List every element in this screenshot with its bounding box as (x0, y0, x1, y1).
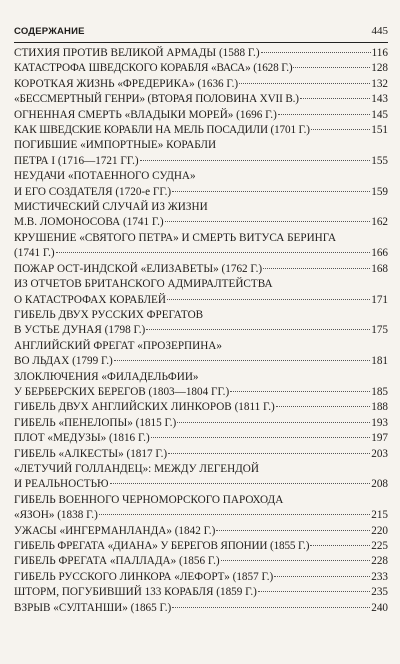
toc-entry (14, 308, 388, 339)
toc-entry-title: ПОЖАР ОСТ-ИНДСКОЙ «ЕЛИЗАВЕТЫ» (1762 Г.) (14, 262, 263, 275)
toc-entry (14, 585, 388, 600)
toc-entry-title: ОГНЕННАЯ СМЕРТЬ «ВЛАДЫКИ МОРЕЙ» (1696 Г.) (14, 108, 277, 121)
toc-entry-line (14, 416, 388, 431)
toc-entry-title: У БЕРБЕРСКИХ БЕРЕГОВ (1803—1804 ГГ.) (14, 385, 230, 398)
toc-entry-line (14, 370, 388, 385)
toc-entry-line (14, 508, 388, 523)
toc-entry-page: 143 (371, 93, 388, 106)
toc-entry-title: АНГЛИЙСКИЙ ФРЕГАТ «ПРОЗЕРПИНА» (14, 339, 222, 352)
toc-entry-line (14, 138, 388, 153)
toc-entry-line (14, 493, 388, 508)
section-title: СОДЕРЖАНИЕ (14, 26, 85, 37)
dot-leader (177, 422, 370, 423)
toc-entry-page: 116 (371, 47, 388, 59)
toc-entry-title: О КАТАСТРОФАХ КОРАБЛЕЙ (14, 293, 166, 306)
toc-entry (14, 77, 388, 92)
toc-entry-line (14, 215, 388, 230)
toc-entry-title: ГИБЕЛЬ ДВУХ АНГЛИЙСКИХ ЛИНКОРОВ (1811 Г.) (14, 401, 275, 414)
running-header (14, 26, 388, 43)
toc-entry-page: 166 (371, 247, 388, 260)
toc-entry-page: 168 (371, 262, 388, 275)
toc-entry-page: 228 (371, 555, 388, 568)
dot-leader (293, 67, 370, 68)
dot-leader (263, 268, 370, 269)
toc-entry-title: В УСТЬЕ ДУНАЯ (1798 Г.) (14, 324, 146, 337)
toc-entry-title: ПЛОТ «МЕДУЗЫ» (1816 Г.) (14, 432, 150, 445)
toc-entry-title: СТИХИЯ ПРОТИВ ВЕЛИКОЙ АРМАДЫ (1588 Г.) (14, 47, 260, 59)
toc-entry-page: 185 (371, 385, 388, 398)
toc-entry-line (14, 169, 388, 184)
dot-leader (261, 52, 371, 53)
toc-entry-title: КАК ШВЕДСКИЕ КОРАБЛИ НА МЕЛЬ ПОСАДИЛИ (1701 Г.) (14, 124, 310, 137)
toc-entry-line (14, 431, 388, 446)
toc-entry-line (14, 293, 388, 308)
dot-leader (274, 576, 370, 577)
toc-entry-title: «ЛЕТУЧИЙ ГОЛЛАНДЕЦ»: МЕЖДУ ЛЕГЕНДОЙ (14, 462, 259, 475)
toc-entry-page: 203 (371, 447, 388, 460)
toc-entry-page: 151 (371, 124, 388, 137)
toc-entry-title: ЗЛОКЛЮЧЕНИЯ «ФИЛАДЕЛЬФИИ» (14, 370, 199, 383)
toc-entry (14, 61, 388, 76)
toc-entry-page: 215 (371, 509, 388, 522)
toc-entry (14, 431, 388, 446)
dot-leader (99, 514, 370, 515)
toc-entry-line (14, 539, 388, 554)
dot-leader (239, 83, 370, 84)
toc-entry-line (14, 185, 388, 200)
toc-entry-line (14, 200, 388, 215)
toc-entry-title: ШТОРМ, ПОГУБИВШИЙ 133 КОРАБЛЯ (1859 Г.) (14, 586, 257, 599)
dot-leader (221, 560, 371, 561)
toc-entry-page: 240 (371, 601, 388, 614)
toc-entry-line (14, 400, 388, 415)
dot-leader (310, 545, 370, 546)
toc-entry-title: УЖАСЫ «ИНГЕРМАНЛАНДА» (1842 Г.) (14, 524, 216, 537)
toc-entry-line (14, 262, 388, 277)
toc-entry-line (14, 61, 388, 76)
dot-leader (216, 530, 370, 531)
toc-entry (14, 400, 388, 415)
toc-entry (14, 339, 388, 370)
dot-leader (168, 453, 370, 454)
toc-entry-title: ГИБЕЛЬ «АЛКЕСТЫ» (1817 Г.) (14, 447, 168, 460)
toc-entry-page: 220 (371, 524, 388, 537)
dot-leader (167, 299, 370, 300)
toc-entry-title: ИЗ ОТЧЕТОВ БРИТАНСКОГО АДМИРАЛТЕЙСТВА (14, 278, 273, 291)
dot-leader (230, 391, 370, 392)
toc-entry (14, 138, 388, 169)
toc-entry-page: 233 (371, 570, 388, 583)
toc-entry-line (14, 154, 388, 169)
dot-leader (114, 360, 370, 361)
toc-entry-line (14, 92, 388, 107)
dot-leader (110, 483, 371, 484)
toc-entry-title: ГИБЕЛЬ ВОЕННОГО ЧЕРНОМОРСКОГО ПАРОХОДА (14, 493, 284, 506)
toc-entry-page: 208 (371, 478, 388, 491)
toc-entry-title: ГИБЕЛЬ ДВУХ РУССКИХ ФРЕГАТОВ (14, 308, 204, 321)
toc-entry (14, 108, 388, 123)
dot-leader (258, 591, 370, 592)
toc-entry-page: 145 (371, 108, 388, 121)
toc-entry-title: (1741 Г.) (14, 247, 55, 260)
toc-entry-line (14, 570, 388, 585)
toc-entry (14, 416, 388, 431)
dot-leader (151, 437, 371, 438)
toc-entry-title: «БЕССМЕРТНЫЙ ГЕНРИ» (ВТОРАЯ ПОЛОВИНА XVII В.) (14, 93, 299, 106)
toc-entry (14, 462, 388, 493)
toc-entry-line (14, 585, 388, 600)
toc-entry (14, 169, 388, 200)
toc-entry-line (14, 308, 388, 323)
toc-entry-title: МИСТИЧЕСКИЙ СЛУЧАЙ ИЗ ЖИЗНИ (14, 201, 208, 214)
toc-entry (14, 601, 388, 616)
toc-entry-title: ГИБЕЛЬ ФРЕГАТА «ДИАНА» У БЕРЕГОВ ЯПОНИИ (1855 Г.) (14, 540, 310, 552)
toc-entry (14, 46, 388, 61)
dot-leader (172, 607, 370, 608)
toc-entry-line (14, 524, 388, 539)
toc-entry-page: 159 (371, 185, 388, 198)
toc-entry-title: ГИБЕЛЬ ФРЕГАТА «ПАЛЛАДА» (1856 Г.) (14, 555, 220, 568)
toc-entry-line (14, 601, 388, 616)
dot-leader (56, 252, 371, 253)
toc-entry-page: 132 (371, 77, 388, 90)
dot-leader (172, 191, 370, 192)
toc-entry-title: ВЗРЫВ «СУЛТАНШИ» (1865 Г.) (14, 601, 172, 614)
toc-entry-page: 162 (371, 216, 388, 229)
toc-entry-page: 128 (371, 62, 388, 75)
dot-leader (278, 114, 370, 115)
toc-entry-line (14, 323, 388, 338)
toc-entry (14, 524, 388, 539)
toc-entry (14, 554, 388, 569)
toc-entry (14, 570, 388, 585)
toc-entry-page: 235 (371, 586, 388, 599)
toc-entry (14, 92, 388, 107)
toc-entry-line (14, 354, 388, 369)
toc-entry-title: «ЯЗОН» (1838 Г.) (14, 509, 98, 522)
table-of-contents (14, 46, 388, 664)
dot-leader (165, 221, 371, 222)
toc-entry-line (14, 277, 388, 292)
toc-entry-page: 197 (371, 432, 388, 445)
toc-entry-line (14, 108, 388, 123)
toc-entry (14, 231, 388, 262)
toc-entry-title: М.В. ЛОМОНОСОВА (1741 Г.) (14, 216, 164, 229)
toc-entry-page: 155 (371, 154, 388, 167)
toc-entry (14, 370, 388, 401)
toc-entry (14, 123, 388, 138)
toc-entry-title: КАТАСТРОФА ШВЕДСКОГО КОРАБЛЯ «ВАСА» (1628 Г.) (14, 62, 293, 75)
dot-leader (276, 406, 370, 407)
toc-entry-line (14, 385, 388, 400)
toc-entry-page: 225 (371, 540, 388, 552)
toc-entry-line (14, 447, 388, 462)
toc-entry-title: И РЕАЛЬНОСТЬЮ (14, 478, 109, 491)
toc-entry-title: ГИБЕЛЬ «ПЕНЕЛОПЫ» (1815 Г.) (14, 416, 177, 429)
toc-entry (14, 539, 388, 554)
toc-entry (14, 447, 388, 462)
toc-entry-title: И ЕГО СОЗДАТЕЛЯ (1720-е ГГ.) (14, 185, 172, 198)
toc-entry-page: 188 (371, 401, 388, 414)
toc-entry-line (14, 123, 388, 138)
toc-entry-page: 181 (371, 355, 388, 368)
toc-entry-line (14, 554, 388, 569)
toc-entry-line (14, 77, 388, 92)
dot-leader (140, 160, 371, 161)
toc-entry-line (14, 477, 388, 492)
toc-entry-line (14, 462, 388, 477)
dot-leader (146, 329, 370, 330)
toc-entry-line (14, 339, 388, 354)
toc-entry-page: 171 (371, 293, 388, 306)
toc-entry-title: ГИБЕЛЬ РУССКОГО ЛИНКОРА «ЛЕФОРТ» (1857 Г.) (14, 570, 274, 583)
toc-entry-title: ПОГИБШИЕ «ИМПОРТНЫЕ» КОРАБЛИ (14, 139, 217, 152)
toc-entry-page: 175 (371, 324, 388, 337)
toc-entry (14, 493, 388, 524)
toc-entry-line (14, 246, 388, 261)
toc-entry (14, 200, 388, 231)
page-number: 445 (371, 25, 388, 37)
toc-entry-title: ПЕТРА I (1716—1721 ГГ.) (14, 154, 139, 167)
dot-leader (300, 98, 370, 99)
toc-entry-title: КРУШЕНИЕ «СВЯТОГО ПЕТРА» И СМЕРТЬ ВИТУСА БЕРИНГА (14, 231, 337, 244)
toc-entry-title: КОРОТКАЯ ЖИЗНЬ «ФРЕДЕРИКА» (1636 Г.) (14, 77, 239, 90)
toc-entry-title: ВО ЛЬДАХ (1799 Г.) (14, 355, 113, 368)
toc-entry-title: НЕУДАЧИ «ПОТАЕННОГО СУДНА» (14, 170, 196, 183)
toc-entry-line (14, 231, 388, 246)
dot-leader (311, 129, 370, 130)
toc-entry (14, 262, 388, 277)
toc-entry (14, 277, 388, 308)
toc-entry-page: 193 (371, 416, 388, 429)
toc-entry-line (14, 46, 388, 61)
